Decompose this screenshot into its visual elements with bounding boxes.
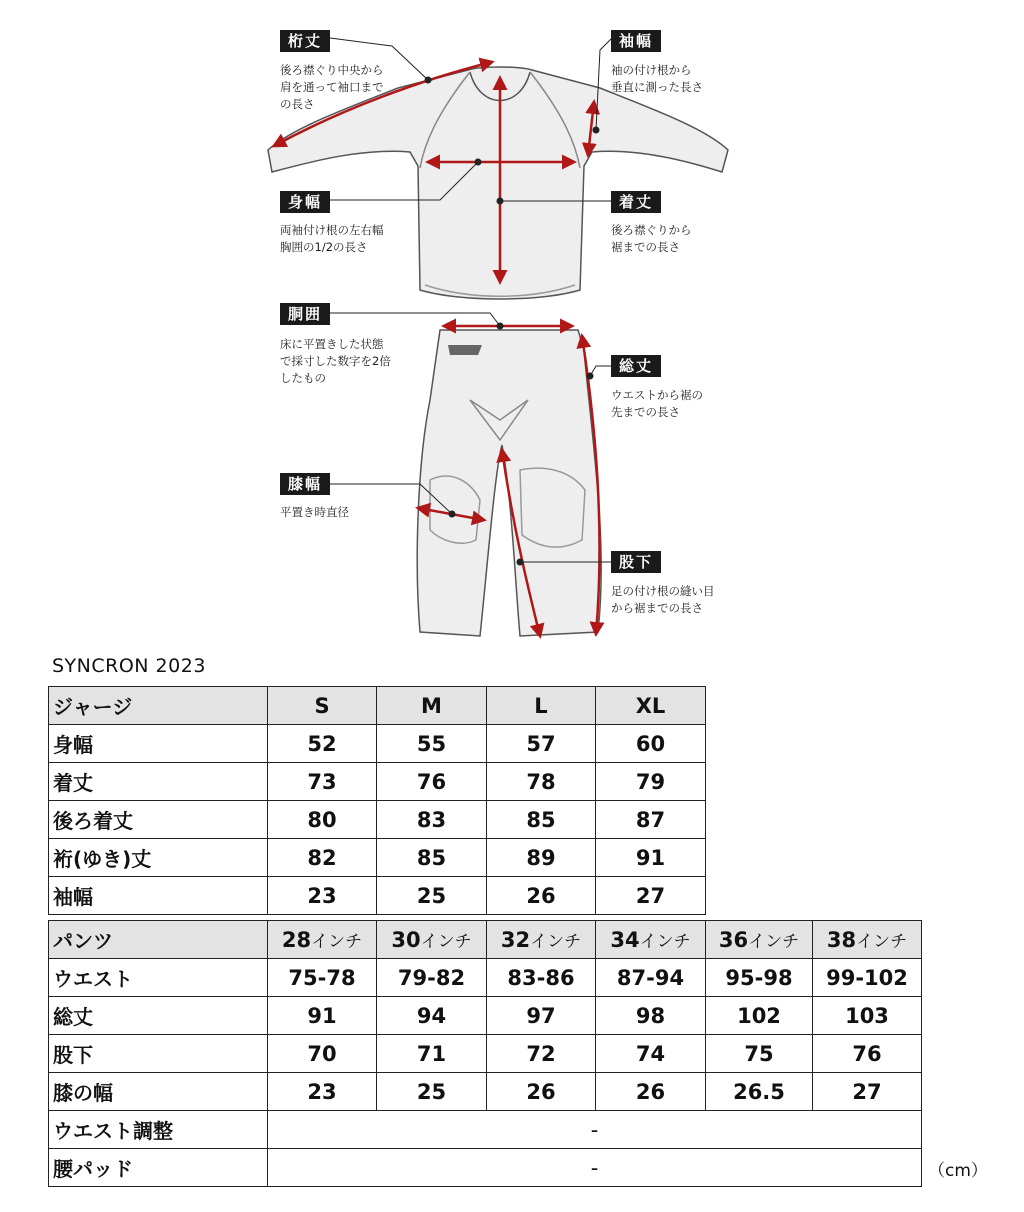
table-cell: 57 bbox=[487, 725, 596, 763]
label-soutake: 総丈 bbox=[611, 355, 661, 377]
table-cell: 83 bbox=[377, 801, 487, 839]
table-cell: 87 bbox=[596, 801, 706, 839]
table-cell: 94 bbox=[377, 997, 487, 1035]
table-cell: 89 bbox=[487, 839, 596, 877]
pants-size-28: 28インチ bbox=[268, 921, 377, 959]
product-title: SYNCRON 2023 bbox=[52, 655, 206, 677]
table-cell: 97 bbox=[487, 997, 596, 1035]
table-cell: 26 bbox=[487, 877, 596, 915]
label-matashita: 股下 bbox=[611, 551, 661, 573]
pants-illustration bbox=[417, 330, 601, 636]
table-cell: 26.5 bbox=[706, 1073, 813, 1111]
label-sodehaba: 袖幅 bbox=[611, 30, 661, 52]
table-row bbox=[49, 801, 706, 839]
jersey-size-s: S bbox=[268, 687, 377, 725]
desc-soutake: ウエストから裾の 先までの長さ bbox=[611, 388, 703, 419]
table-cell: 91 bbox=[268, 997, 377, 1035]
row-label: ウエスト調整 bbox=[49, 1111, 268, 1149]
table-cell: 60 bbox=[596, 725, 706, 763]
pants-size-38: 38インチ bbox=[813, 921, 922, 959]
unit-note: （cm） bbox=[928, 1161, 988, 1181]
table-row bbox=[49, 725, 706, 763]
table-cell: 91 bbox=[596, 839, 706, 877]
desc-kitake: 後ろ襟ぐりから 裾までの長さ bbox=[611, 223, 692, 254]
table-cell: 75-78 bbox=[268, 959, 377, 997]
label-kitake: 着丈 bbox=[611, 191, 661, 213]
table-row bbox=[49, 1073, 922, 1111]
table-cell: - bbox=[268, 1111, 922, 1149]
row-label: 身幅 bbox=[49, 725, 268, 763]
desc-doui: 床に平置きした状態 で採寸した数字を2倍 したもの bbox=[280, 337, 391, 385]
table-cell: 83-86 bbox=[487, 959, 596, 997]
jersey-size-l: L bbox=[487, 687, 596, 725]
table-row bbox=[49, 1149, 922, 1187]
table-row bbox=[49, 877, 706, 915]
desc-matashita: 足の付け根の縫い目 から裾までの長さ bbox=[611, 584, 715, 615]
row-label: 着丈 bbox=[49, 763, 268, 801]
row-label: 総丈 bbox=[49, 997, 268, 1035]
desc-mihaba: 両袖付け根の左右幅 胸囲の1/2の長さ bbox=[280, 223, 384, 254]
pants-size-36: 36インチ bbox=[706, 921, 813, 959]
pants-size-32: 32インチ bbox=[487, 921, 596, 959]
row-label: ウエスト bbox=[49, 959, 268, 997]
desc-sodehaba: 袖の付け根から 垂直に測った長さ bbox=[611, 63, 703, 94]
table-row bbox=[49, 1035, 922, 1073]
table-cell: 76 bbox=[813, 1035, 922, 1073]
jersey-size-xl: XL bbox=[596, 687, 706, 725]
table-cell: 87-94 bbox=[596, 959, 706, 997]
jersey-size-table bbox=[48, 686, 706, 915]
label-yuki: 桁丈 bbox=[280, 30, 330, 52]
label-hizahaba: 膝幅 bbox=[280, 473, 330, 495]
table-row bbox=[49, 959, 922, 997]
table-row bbox=[49, 763, 706, 801]
table-cell: 79 bbox=[596, 763, 706, 801]
table-cell: 27 bbox=[813, 1073, 922, 1111]
pants-size-30: 30インチ bbox=[377, 921, 487, 959]
table-cell: 103 bbox=[813, 997, 922, 1035]
table-cell: 72 bbox=[487, 1035, 596, 1073]
table-row bbox=[49, 1111, 922, 1149]
row-label: 袖幅 bbox=[49, 877, 268, 915]
table-cell: 76 bbox=[377, 763, 487, 801]
table-cell: 75 bbox=[706, 1035, 813, 1073]
row-label: 膝の幅 bbox=[49, 1073, 268, 1111]
table-cell: 79-82 bbox=[377, 959, 487, 997]
table-cell: 52 bbox=[268, 725, 377, 763]
table-cell: 78 bbox=[487, 763, 596, 801]
pants-header-row bbox=[49, 921, 922, 959]
table-cell: 23 bbox=[268, 877, 377, 915]
table-cell: 85 bbox=[487, 801, 596, 839]
label-mihaba: 身幅 bbox=[280, 191, 330, 213]
pants-size-34: 34インチ bbox=[596, 921, 706, 959]
table-cell: 74 bbox=[596, 1035, 706, 1073]
table-cell: 27 bbox=[596, 877, 706, 915]
table-cell: 95-98 bbox=[706, 959, 813, 997]
row-label: 後ろ着丈 bbox=[49, 801, 268, 839]
table-cell: 26 bbox=[487, 1073, 596, 1111]
table-row bbox=[49, 997, 922, 1035]
table-row bbox=[49, 839, 706, 877]
table-cell: - bbox=[268, 1149, 922, 1187]
table-cell: 26 bbox=[596, 1073, 706, 1111]
pants-size-table bbox=[48, 920, 922, 1187]
table-cell: 70 bbox=[268, 1035, 377, 1073]
desc-hizahaba: 平置き時直径 bbox=[280, 505, 349, 519]
jersey-header-label: ジャージ bbox=[49, 687, 268, 725]
pants-header-label: パンツ bbox=[49, 921, 268, 959]
label-doui: 胴囲 bbox=[280, 303, 330, 325]
table-cell: 55 bbox=[377, 725, 487, 763]
row-label: 腰パッド bbox=[49, 1149, 268, 1187]
jersey-size-m: M bbox=[377, 687, 487, 725]
table-cell: 82 bbox=[268, 839, 377, 877]
desc-yuki: 後ろ襟ぐり中央から 肩を通って袖口まで の長さ bbox=[280, 63, 384, 111]
table-cell: 71 bbox=[377, 1035, 487, 1073]
jersey-header-row bbox=[49, 687, 706, 725]
row-label: 股下 bbox=[49, 1035, 268, 1073]
table-cell: 85 bbox=[377, 839, 487, 877]
table-cell: 102 bbox=[706, 997, 813, 1035]
table-cell: 73 bbox=[268, 763, 377, 801]
table-cell: 25 bbox=[377, 877, 487, 915]
table-cell: 80 bbox=[268, 801, 377, 839]
table-cell: 98 bbox=[596, 997, 706, 1035]
row-label: 裄(ゆき)丈 bbox=[49, 839, 268, 877]
table-cell: 25 bbox=[377, 1073, 487, 1111]
table-cell: 23 bbox=[268, 1073, 377, 1111]
table-cell: 99-102 bbox=[813, 959, 922, 997]
